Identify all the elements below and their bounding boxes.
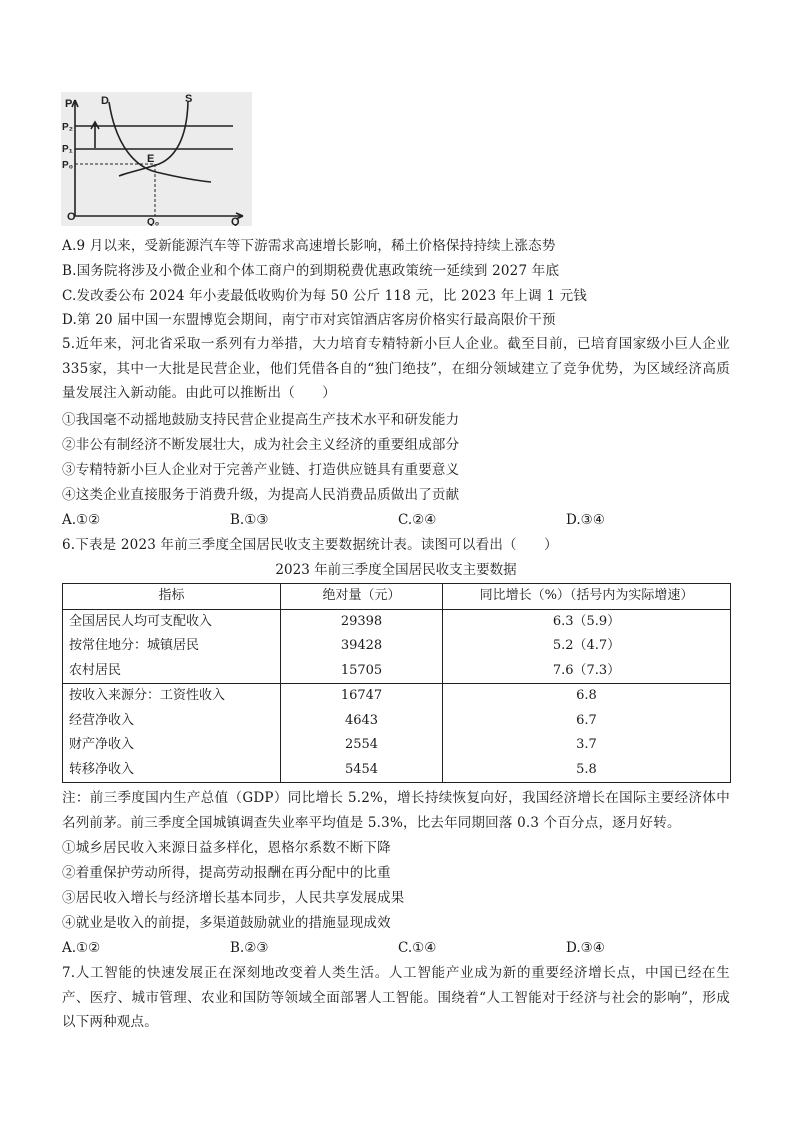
q6-statement-4: ④就业是收入的前提，多渠道鼓励就业的措施显现成效 <box>62 915 391 931</box>
header-growth: 同比增长（%）（括号内为实际增速） <box>443 584 731 610</box>
q7-stem: 7.人工智能的快速发展正在深刻地改变着人类生活。人工智能产业成为新的重要经济增长点，中国已经在生产、医疗、城市管理、农业和国防等领域全面部署人工智能。围绕着“人工智能对于经济与社会的影响”，形成以下两种观点。 <box>62 965 730 1030</box>
q4-option-b: B.国务院将涉及小微企业和个体工商户的到期税费优惠政策统一延续到 2027 年底 <box>62 263 560 279</box>
p1-label: P₁ <box>62 144 73 155</box>
equilibrium-label: E <box>147 153 155 165</box>
table-row <box>63 609 731 634</box>
row-growth: 6.3（5.9） <box>443 609 731 634</box>
row-amount: 15705 <box>281 659 443 684</box>
supply-label: S <box>185 93 193 105</box>
p2-label: P₂ <box>62 122 74 133</box>
q4-option-a: A.9 月以来，受新能源汽车等下游需求高速增长影响，稀土价格保持持续上涨态势 <box>62 238 556 254</box>
q5-choice-d: D.③④ <box>566 512 605 528</box>
row-amount: 4643 <box>281 709 443 734</box>
row-growth: 7.6（7.3） <box>443 659 731 684</box>
row-label: 财产净收入 <box>63 733 281 758</box>
row-growth: 6.8 <box>443 684 731 709</box>
table-row <box>63 758 731 783</box>
q5-choice-c: C.②④ <box>398 512 437 528</box>
demand-label: D <box>101 95 109 107</box>
q6-choice-a: A.①② <box>62 940 101 956</box>
table-row <box>63 709 731 734</box>
q4-option-c: C.发改委公布 2024 年小麦最低收购价为每 50 公斤 118 元，比 2023 年上调 1 元钱 <box>62 288 587 304</box>
q5-choice-a: A.①② <box>62 512 101 528</box>
row-label: 按收入来源分：工资性收入 <box>63 684 281 709</box>
q5-choice-b: B.①③ <box>230 512 269 528</box>
header-absolute: 绝对量（元） <box>281 584 443 610</box>
p0-label: P₀ <box>62 160 74 171</box>
q6-statement-2: ②着重保护劳动所得，提高劳动报酬在再分配中的比重 <box>62 865 391 881</box>
q6-choice-d: D.③④ <box>566 940 605 956</box>
table-row <box>63 684 731 709</box>
axis-q-label: Q <box>231 216 240 226</box>
q6-choice-c: C.①④ <box>398 940 437 956</box>
row-growth: 6.7 <box>443 709 731 734</box>
supply-demand-graph <box>61 92 252 226</box>
row-label: 农村居民 <box>63 659 281 684</box>
row-amount: 5454 <box>281 758 443 783</box>
row-growth: 5.2（4.7） <box>443 634 731 659</box>
income-statistics-table <box>62 583 731 783</box>
q4-option-d: D.第 20 届中国一东盟博览会期间，南宁市对宾馆酒店客房价格实行最高限价干预 <box>62 312 556 328</box>
table-header-row <box>63 584 731 610</box>
row-label: 按常住地分：城镇居民 <box>63 634 281 659</box>
table-row <box>63 634 731 659</box>
q0-label: Q₀ <box>147 217 160 226</box>
header-indicator: 指标 <box>63 584 281 610</box>
q5-statement-4: ④这类企业直接服务于消费升级，为提高人民消费品质做出了贡献 <box>62 487 460 503</box>
table-note: 注：前三季度国内生产总值（GDP）同比增长 5.2%，增长持续恢复向好，我国经济增长在国际主要经济体中名列前茅。前三季度全国城镇调查失业率平均值是 5.3%，比去年同期回落 0.3 个百分点，逐月好转。 <box>62 790 730 831</box>
table-row <box>63 659 731 684</box>
q6-choice-b: B.②③ <box>230 940 269 956</box>
origin-label: O <box>67 211 76 223</box>
row-label: 转移净收入 <box>63 758 281 783</box>
q5-statement-1: ①我国毫不动摇地鼓励支持民营企业提高生产技术水平和研发能力 <box>62 412 460 428</box>
q5-statement-2: ②非公有制经济不断发展壮大，成为社会主义经济的重要组成部分 <box>62 437 460 453</box>
table-caption: 2023 年前三季度全国居民收支主要数据 <box>275 562 517 578</box>
row-growth: 5.8 <box>443 758 731 783</box>
row-amount: 16747 <box>281 684 443 709</box>
row-label: 经营净收入 <box>63 709 281 734</box>
row-amount: 29398 <box>281 609 443 634</box>
up-arrow-icon <box>91 122 99 148</box>
q6-statement-1: ①城乡居民收入来源日益多样化，恩格尔系数不断下降 <box>62 840 391 856</box>
q5-stem: 5.近年来，河北省采取一系列有力举措，大力培育专精特新小巨人企业。截至目前，已培育国家级小巨人企业 335家，其中一大批是民营企业，他们凭借各自的“独门绝技”，在细分领域建立了竞争优势，为区域经济高质量发展注入新动能。由此可以推断出（ ） <box>62 336 730 401</box>
price-quantity-diagram <box>61 92 252 226</box>
row-label: 全国居民人均可支配收入 <box>63 609 281 634</box>
axis-p-label: P <box>65 98 73 110</box>
row-growth: 3.7 <box>443 733 731 758</box>
row-amount: 39428 <box>281 634 443 659</box>
demand-curve <box>109 102 211 182</box>
q6-statement-3: ③居民收入增长与经济增长基本同步，人民共享发展成果 <box>62 890 405 906</box>
table-row <box>63 733 731 758</box>
q5-statement-3: ③专精特新小巨人企业对于完善产业链、打造供应链具有重要意义 <box>62 462 460 478</box>
q6-stem: 6.下表是 2023 年前三季度全国居民收支主要数据统计表。读图可以看出（ ） <box>62 537 558 553</box>
row-amount: 2554 <box>281 733 443 758</box>
